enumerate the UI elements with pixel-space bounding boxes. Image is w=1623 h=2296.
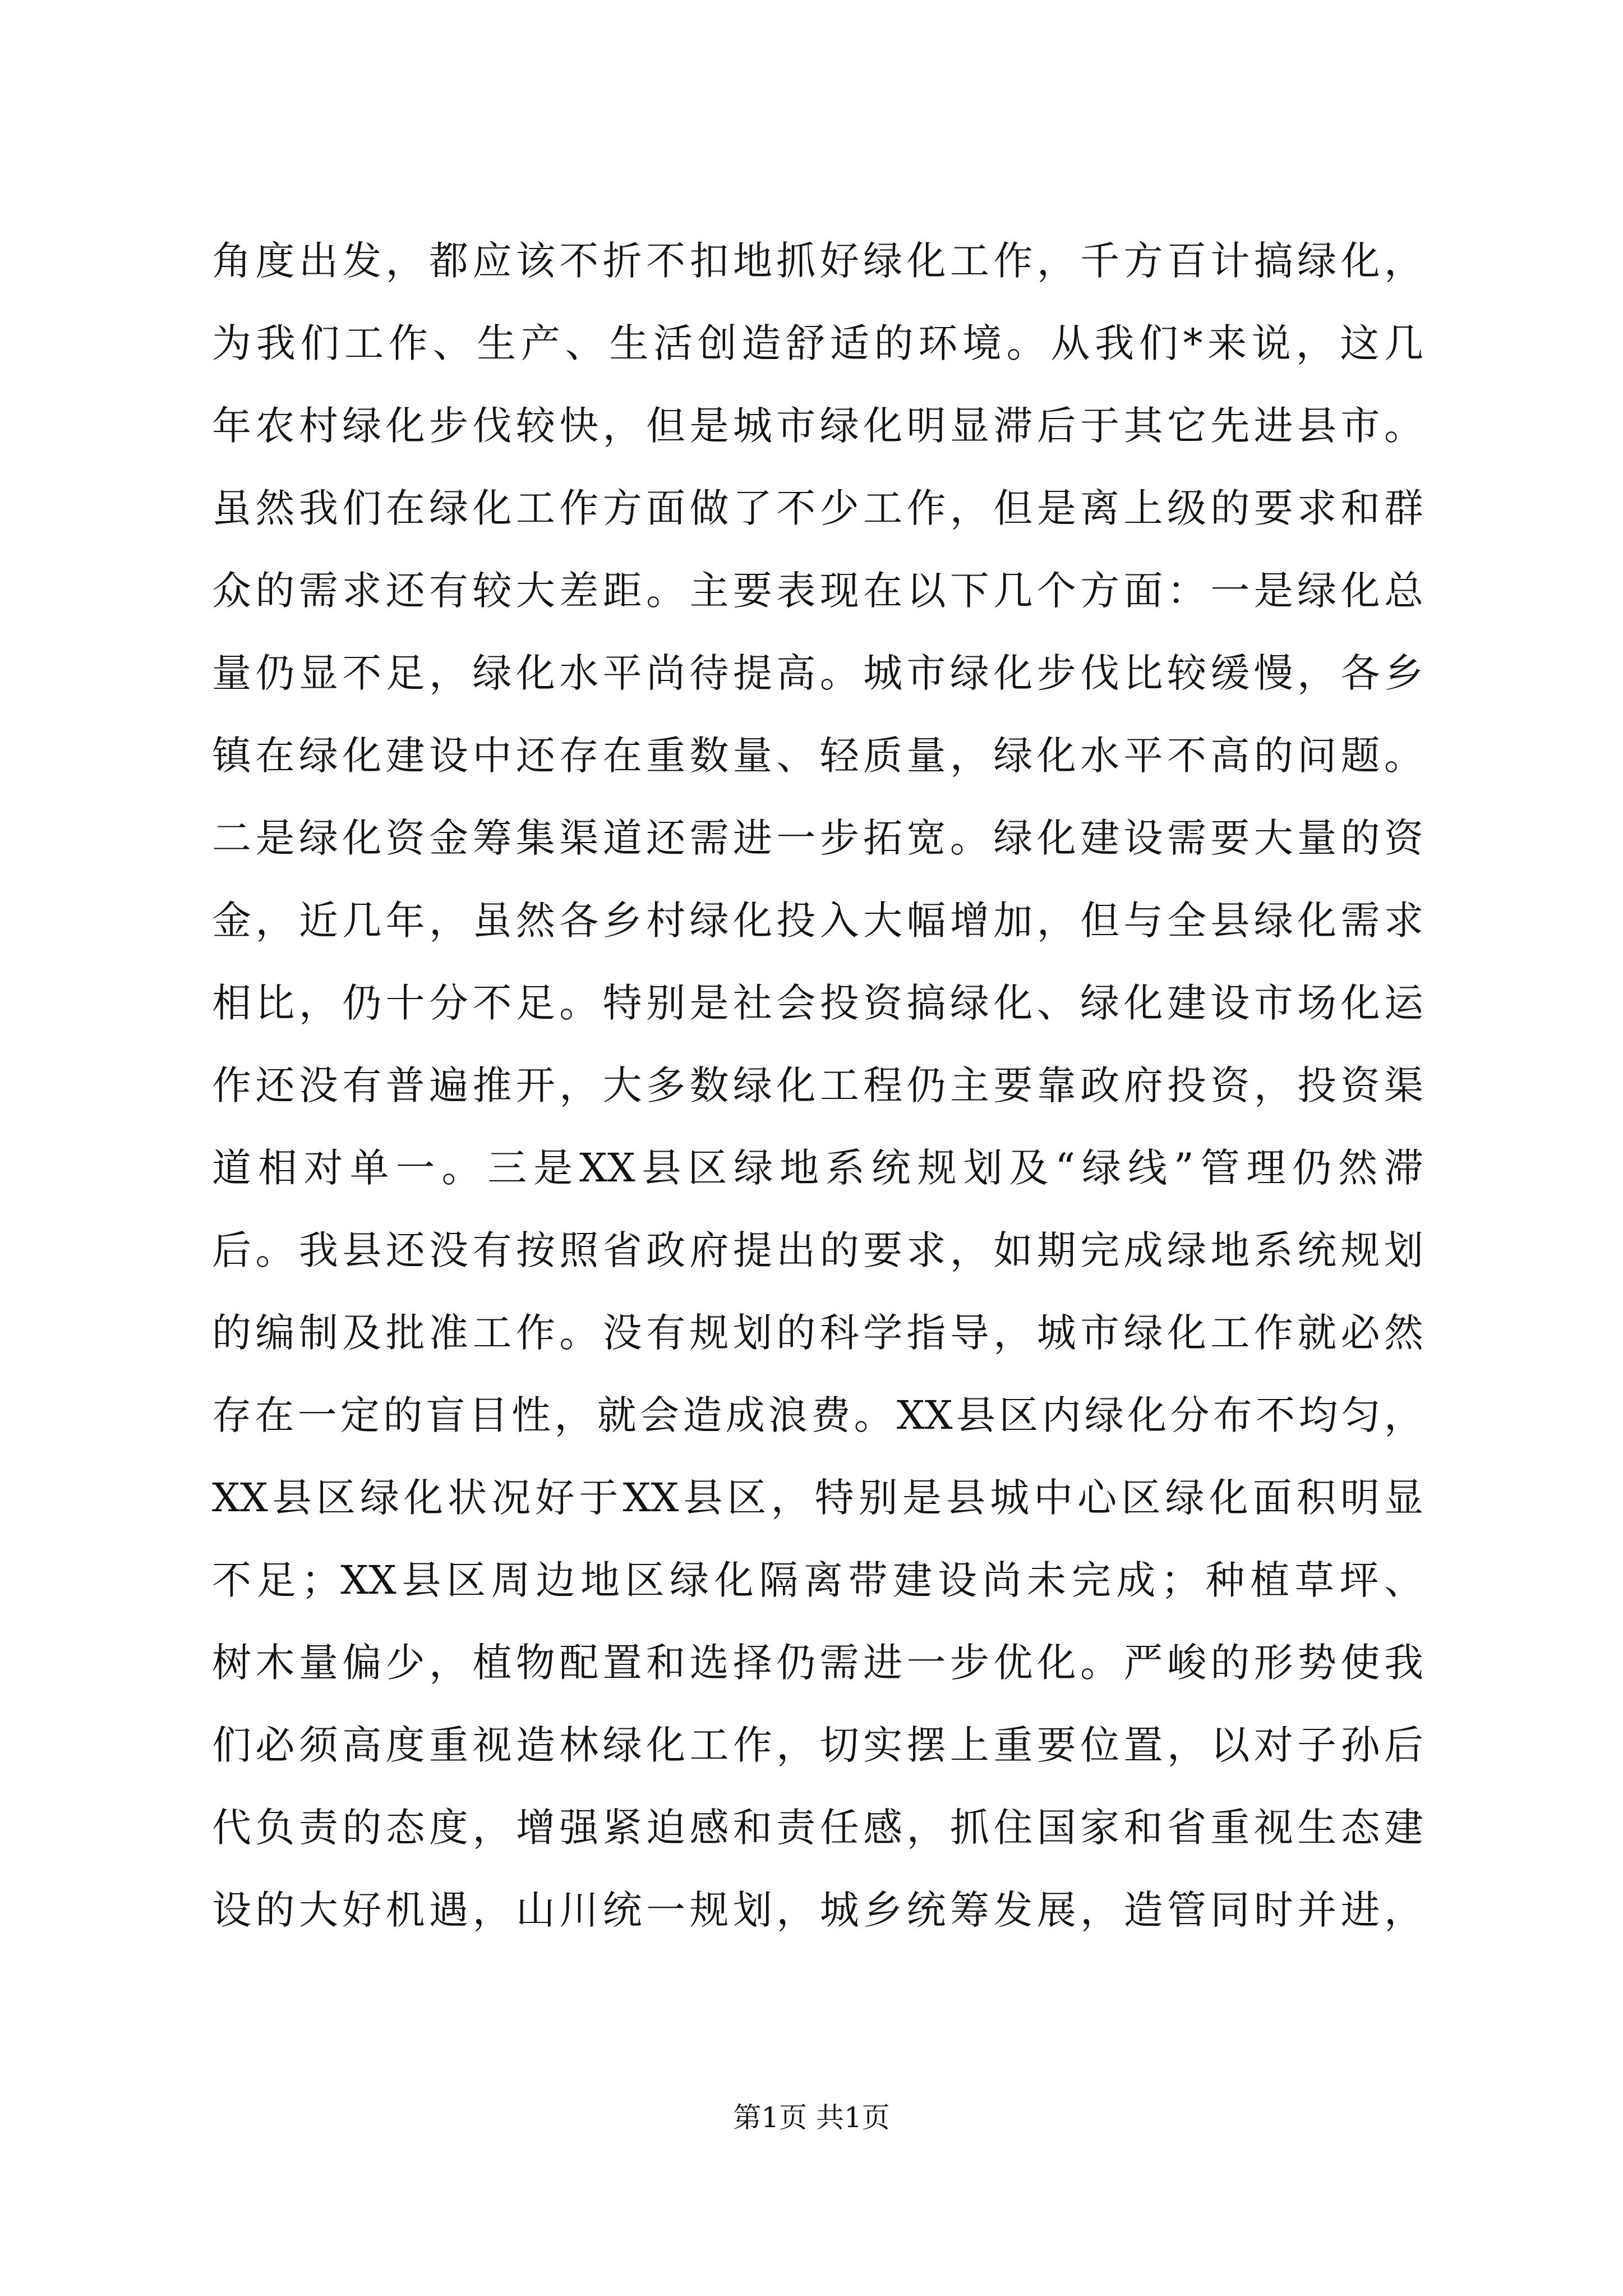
body-text [212,220,1423,1952]
text-line: 众的需求还有较大差距。主要表现在以下几个方面：一是绿化总 [212,568,1423,614]
text-line: 存在一定的盲目性，就会造成浪费。XX县区内绿化分布不均匀， [212,1392,1423,1438]
page-footer: 第1页 共1页 [733,2101,890,2134]
text-line: 二是绿化资金筹集渠道还需进一步拓宽。绿化建设需要大量的资 [212,815,1423,861]
text-line: 道相对单一。三是XX县区绿地系统规划及“绿线”管理仍然滞 [212,1145,1423,1191]
text-line: 年农村绿化步伐较快，但是城市绿化明显滞后于其它先进县市。 [212,403,1423,449]
text-line: 角度出发，都应该不折不扣地抓好绿化工作，千方百计搞绿化， [212,238,1423,284]
text-line: 作还没有普遍推开，大多数绿化工程仍主要靠政府投资，投资渠 [212,1062,1423,1108]
text-line: 们必须高度重视造林绿化工作，切实摆上重要位置，以对子孙后 [212,1722,1423,1768]
text-line: 虽然我们在绿化工作方面做了不少工作，但是离上级的要求和群 [212,485,1423,531]
text-line: 的编制及批准工作。没有规划的科学指导，城市绿化工作就必然 [212,1310,1423,1356]
text-line: 镇在绿化建设中还存在重数量、轻质量，绿化水平不高的问题。 [212,733,1423,779]
text-line: 设的大好机遇，山川统一规划，城乡统筹发展，造管同时并进， [212,1887,1423,1933]
text-line: 量仍显不足，绿化水平尚待提高。城市绿化步伐比较缓慢，各乡 [212,650,1423,696]
text-line: 树木量偏少，植物配置和选择仍需进一步优化。严峻的形势使我 [212,1640,1423,1686]
text-line: 相比，仍十分不足。特别是社会投资搞绿化、绿化建设市场化运 [212,980,1423,1026]
text-line: XX县区绿化状况好于XX县区，特别是县城中心区绿化面积明显 [212,1475,1423,1521]
text-line: 代负责的态度，增强紧迫感和责任感，抓住国家和省重视生态建 [212,1805,1423,1851]
text-line: 后。我县还没有按照省政府提出的要求，如期完成绿地系统规划 [212,1227,1423,1273]
text-line: 为我们工作、生产、生活创造舒适的环境。从我们*来说，这几 [212,320,1423,366]
text-line: 金，近几年，虽然各乡村绿化投入大幅增加，但与全县绿化需求 [212,898,1423,944]
text-line: 不足；XX县区周边地区绿化隔离带建设尚未完成；种植草坪、 [212,1557,1423,1603]
